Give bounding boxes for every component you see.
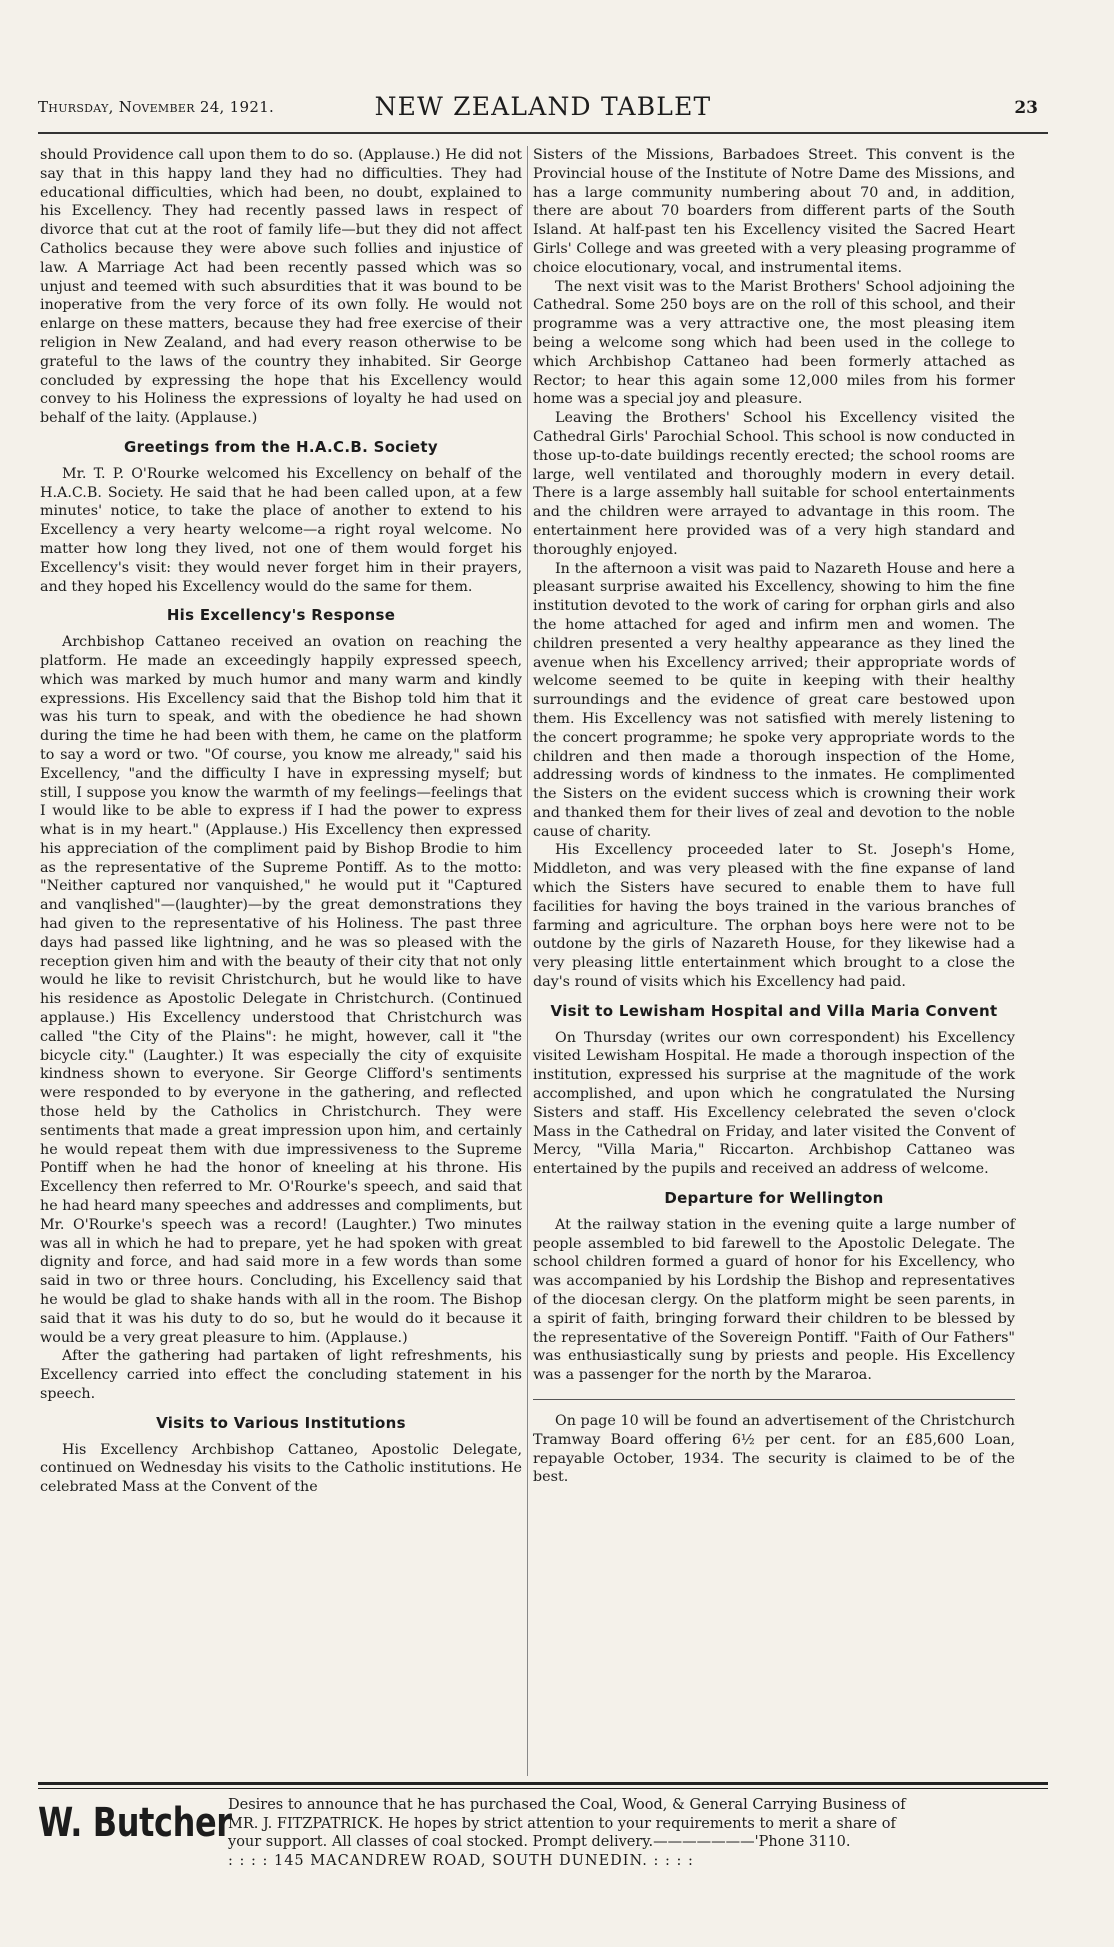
page-header [38,92,1048,126]
article-paragraph: His Excellency proceeded later to St. Joseph's Home, Middleton, and was very pleased with the fine expanse of land which the Sisters have secured to enable them to have full facilities for having the boys trained in the various branches of farming and agriculture. The orphan boys here were not to be outdone by the girls of Nazareth House, for they likewise had a very pleasing little entertainment which brought to a close the day's round of visits which his Excellency had paid. [533,842,1015,991]
ad-line: Desires to announce that he has purchased the Coal, Wood, & General Carrying Business of [228,1797,906,1813]
article-paragraph: Mr. T. P. O'Rourke welcomed his Excellency on behalf of the H.A.C.B. Society. He said that he had been called upon, at a few minutes' notice, to take the place of another to extend to his Excellency a very hearty welcome—a right royal welcome. No matter how long they lived, not one of them would forget his Excellency's visit: they would never forget him in their prayers, and they hoped his Excellency would do the same for them. [40,465,522,595]
advertiser-name: W. Butcher [38,1800,232,1846]
right-column [533,146,1015,1487]
article-paragraph: Leaving the Brothers' School his Excellency visited the Cathedral Girls' Parochial School. This school is now conducted in those up-to-date buildings recently erected; the school rooms are large, well ventilated and thoroughly modern in every detail. There is a large assembly hall suitable for school entertainments and the children were arrayed to advantage in this room. The entertainment here provided was of a very high standard and thoroughly enjoyed. [533,410,1015,558]
issue-date: Thursday, November 24, 1921. [38,98,275,116]
left-column [40,146,522,1497]
notice-rule [533,1399,1015,1400]
section-heading: Visit to Lewisham Hospital and Villa Maria Convent [550,1001,998,1020]
advertisement-text [228,1796,1048,1870]
column-divider [527,146,528,1776]
ad-line: your support. All classes of coal stocked. Prompt delivery.———————'Phone 3110. [228,1834,851,1850]
article-paragraph: The next visit was to the Marist Brothers' School adjoining the Cathedral. Some 250 boys are on the roll of this school, and their programme was a very attractive one, the most pleasing item being a welcome song which had been used in the college to which Archbishop Cattaneo had been formerly attached as Rector; to hear this again some 12,000 miles from his former home was a special joy and pleasure. [533,278,1015,408]
article-paragraph: On Thursday (writes our own correspondent) his Excellency visited Lewisham Hospital. He made a thorough inspection of the institution, expressed his surprise at the magnitude of the work accomplished, and upon which he congratulated the Nursing Sisters and staff. His Excellency celebrated the seven o'clock Mass in the Cathedral on Friday, and later visited the Convent of Mercy, "Villa Maria," Riccarton. Archbishop Cattaneo was entertained by the pupils and received an address of welcome. [533,1029,1015,1178]
masthead-title: NEW ZEALAND TABLET [374,92,712,121]
article-paragraph: Sisters of the Missions, Barbadoes Street. This convent is the Provincial house of the Institute of Notre Dame des Missions, and has a large community numbering about 70 and, in addition, there are about 70 boarders from different parts of the South Island. At half-past ten his Excellency visited the Sacred Heart Girls' College and was greeted with a very pleasing programme of choice elocutionary, vocal, and instrumental items. [533,147,1015,276]
article-paragraph: At the railway station in the evening quite a large number of people assembled to bid farewell to the Apostolic Delegate. The school children formed a guard of honor for his Excellency, who was accompanied by his Lordship the Bishop and representatives of the diocesan clergy. On the platform might be seen parents, in a spirit of faith, bringing forward their children to be blessed by the representative of the Sovereign Pontiff. "Faith of Our Fathers" was enthusiastically sung by priests and people. His Excellency was a passenger for the north by the Mararoa. [533,1216,1015,1384]
section-heading: Visits to Various Institutions [156,1413,406,1432]
article-paragraph: Archbishop Cattaneo received an ovation on reaching the platform. He made an exceedingly happily expressed speech, which was marked by much humor and many warm and kindly expressions. His Excellency said that the Bishop told him that it was his turn to speak, and with the obedience he had shown during the time he had been with them, he came on the platform to say a word or two. "Of course, you know me already," said his Excellency, "and the difficulty I have in expressing myself; but still, I suppose you know the warmth of my feelings—feelings that I would like to be able to express if I had the power to express what is in my heart." (Applause.) His Excellency then expressed his appreciation of the compliment paid by Bishop Brodie to him as the representative of the Supreme Pontiff. As to the motto: "Neither captured nor vanquished," he would put it "Captured and vanqlished"—(laughter)—by the great demonstrations they had given to the representative of his Holiness. The past three days had passed like lightning, and he was so pleased with the reception given him and with the beauty of their city that not only would he like to revisit Christchurch, but he would like to have his residence as Apostolic Delegate in Christchurch. (Continued applause.) His Excellency understood that Christchurch was called "the City of the Plains": he might, however, call it "the bicycle city." (Laughter.) It was especially the city of exquisite kindness shown to everyone. Sir George Clifford's sentiments were responded to by everyone in the gathering, and reflected those held by the Catholics in Christchurch. They were sentiments that made a great impression upon him, and certainly he would repeat them with due impressiveness to the Supreme Pontiff when he had the honor of kneeling at his throne. His Excellency then referred to Mr. O'Rourke's speech, and said that he had heard many speeches and addresses and compliments, but Mr. O'Rourke's speech was a record! (Laughter.) Two minutes was all in which he had to prepare, yet he had spoken with great dignity and force, and had said more in a few words than some said in two or three hours. Concluding, his Excellency said that he would be glad to shake hands with all in the room. The Bishop said that it was his duty to do so, but he would do it because it would be a very great pleasure to him. (Applause.) [40,634,522,1346]
ad-line: MR. J. FITZPATRICK. He hopes by strict attention to your requirements to merit a share of [228,1815,896,1832]
loan-notice: On page 10 will be found an advertisement of the Christchurch Tramway Board offering 6½ per cent. for an £85,600 Loan, repayable October, 1934. The security is claimed to be of the best. [533,1413,1015,1486]
footer-rule [38,1782,1048,1785]
section-heading: His Excellency's Response [166,606,396,625]
article-paragraph: In the afternoon a visit was paid to Nazareth House and here a pleasant surprise awaited his Excellency, showing to him the fine institution devoted to the work of caring for orphan girls and also the home attached for aged and infirm men and women. The children presented a very healthy appearance as they lined the avenue when his Excellency arrived; their appropriate words of welcome seemed to be quite in keeping with their healthy surroundings and the evidence of great care bestowed upon them. His Excellency was not satisfied with merely listening to the concert programme; he spoke very appropriate words to the children and then made a thorough inspection of the Home, addressing words of kindness to the inmates. He complimented the Sisters on the evident success which is crowning their work and thanked them for their lives of zeal and devotion to the noble cause of charity. [533,560,1015,840]
section-heading: Departure for Wellington [664,1189,884,1208]
article-paragraph: should Providence call upon them to do so. (Applause.) He did not say that in this happy land they had no difficulties. They had educational difficulties, which had been, no doubt, explained to his Excellency. They had recently passed laws in respect of divorce that cut at the root of family life—but they did not affect Catholics because they were above such follies and injustice of law. A Marriage Act had been recently passed which was so unjust and teemed with such absurdities that it was bound to be inoperative from the very force of its own folly. He would not enlarge on these matters, because they had free exercise of their religion in New Zealand, and had every reason otherwise to be grateful to the laws of the country they inhabited. Sir George concluded by expressing the hope that his Excellency would convey to his Holiness the expressions of loyalty he had used on behalf of the laity. (Applause.) [40,147,522,427]
page-number: 23 [1014,98,1038,118]
footer-rule-thin [38,1788,1048,1789]
article-paragraph: After the gathering had partaken of light refreshments, his Excellency carried into effect the concluding statement in his speech. [40,1348,522,1402]
ad-address: : : : : 145 MACANDREW ROAD, SOUTH DUNEDIN. : : : : [228,1852,694,1869]
header-rule [38,132,1048,134]
section-heading: Greetings from the H.A.C.B. Society [124,437,438,456]
advertisement [38,1796,1048,1916]
article-paragraph: His Excellency Archbishop Cattaneo, Apostolic Delegate, continued on Wednesday his visits to the Catholic institutions. He celebrated Mass at the Convent of the [40,1441,522,1496]
